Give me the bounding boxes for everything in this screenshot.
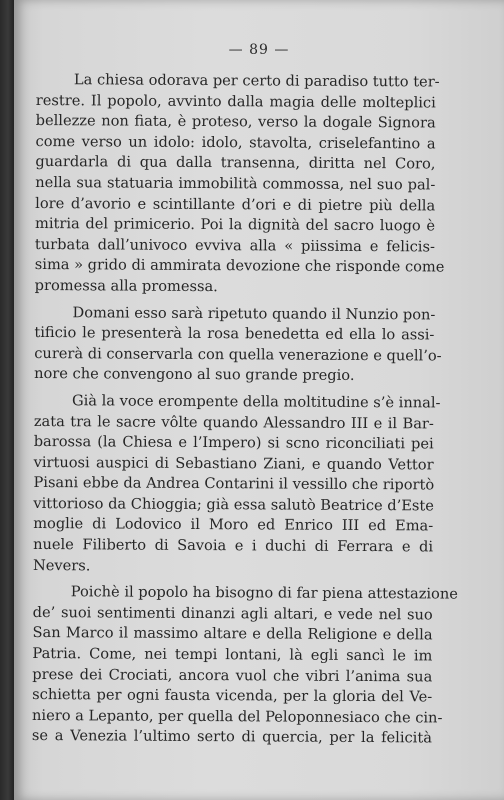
text-line: Nevers. [32, 556, 91, 574]
text-line: guardarla di qua dalla transenna, diritta nel Coro, [35, 153, 436, 173]
text-line: La chiesa odorava per certo di paradiso tutto ter- [73, 71, 440, 91]
text-line: se a Venezia l’ultimo serto di quercia, per la felicità [31, 727, 432, 747]
text-line: nore che convengono al suo grande pregio. [34, 365, 355, 385]
text-line: promessa alla promessa. [34, 276, 218, 296]
text-line: sima » grido di ammirata devozione che risponde come [34, 256, 445, 276]
text-line: prese dei Crociati, ancora vuol che vibri l’anima sua [32, 665, 433, 686]
text-line: Poichè il popolo ha bisogno di far piena attestazione [70, 583, 458, 603]
text-line: Patria. Come, nei tempi lontani, là egli sancì le im [32, 645, 433, 665]
book-page [14, 0, 504, 800]
body-text [31, 70, 458, 749]
text-line: Già la voce erompente della moltitudine s’è innal- [71, 392, 441, 412]
text-line: zata tra le sacre vôlte quando Alessandro III e il Bar- [33, 412, 434, 432]
text-line: tificio le presenterà la rosa benedetta ed ella lo assi- [34, 324, 435, 344]
text-line: virtuosi auspici di Sebastiano Ziani, e quando Vettor [33, 453, 434, 474]
text-line: turbata dall’univoco evviva alla « piissima e felicis- [34, 235, 435, 256]
text-line: moglie di Lodovico il Moro ed Enrico III ed Ema- [33, 515, 434, 535]
text-line: mitria del primicerio. Poi la dignità del sacro luogo è [35, 215, 436, 235]
text-line: San Marco il massimo altare e della Religione e della [32, 624, 433, 644]
text-line: barossa (la Chiesa e l’Impero) si scno riconciliati pei [33, 433, 434, 453]
text-line: de’ suoi sentimenti dinanzi agli altari, e vede nel suo [32, 603, 433, 624]
text-line: niero a Lepanto, per quella del Peloponnesiaco che cin- [32, 706, 443, 727]
text-line: Domani esso sarà ripetuto quando il Nunzio pon- [72, 303, 436, 323]
text-line: come verso un idolo: idolo, stavolta, criselefantino a [35, 132, 436, 153]
page-number: — 89 — [228, 42, 290, 58]
text-line: bellezze non fiata, è proteso, verso la dogale Signora [35, 112, 436, 132]
text-line: restre. Il popolo, avvinto dalla magia delle molteplici [35, 91, 436, 112]
text-line: nella sua statuaria immobilità commossa, nel suo pal- [35, 173, 436, 194]
text-line: lore d’avorio e scintillante d’ori e di pietre più della [35, 194, 436, 215]
text-line: nuele Filiberto di Savoia e i duchi di Ferrara e di [33, 536, 434, 556]
text-line: curerà di conservarla con quella venerazione e quell’o- [34, 344, 442, 365]
text-line: schietta per ogni fausta vicenda, per la gloria del Ve- [32, 686, 433, 706]
text-line: vittorioso da Chioggia; già essa salutò Beatrice d’Este [33, 494, 434, 515]
text-line: Pisani ebbe da Andrea Contarini il vessillo che riportò [33, 474, 435, 494]
